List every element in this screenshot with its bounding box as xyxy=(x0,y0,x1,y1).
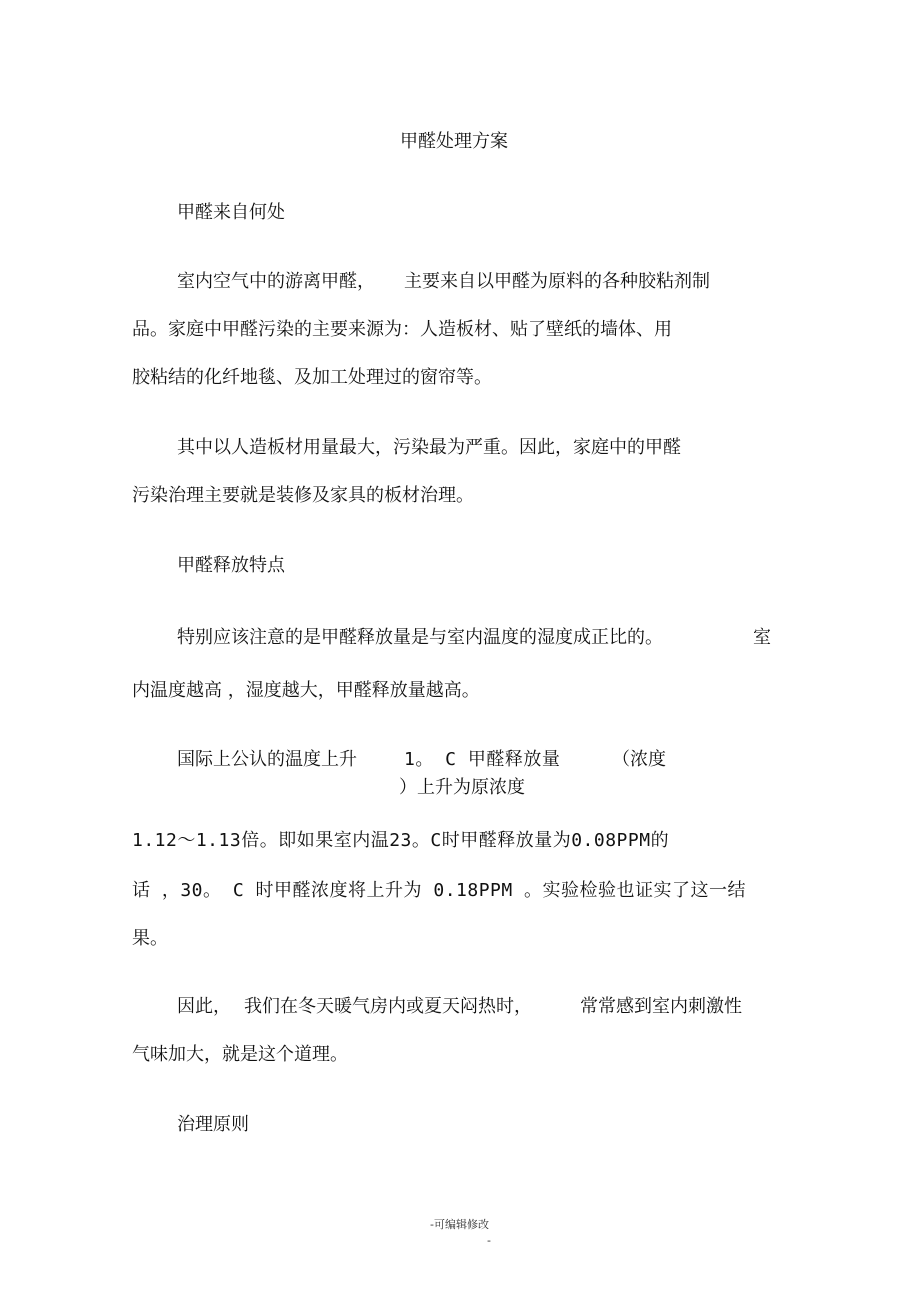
heading-release: 甲醛释放特点 xyxy=(177,555,285,576)
paragraph-line: 污染治理主要就是装修及家具的板材治理。 xyxy=(132,485,474,506)
paragraph-line: 内温度越高 ，湿度越大，甲醛释放量越高。 xyxy=(132,680,480,701)
paragraph-line: 其中以人造板材用量最大，污染最为严重。因此，家庭中的甲醛 xyxy=(177,437,681,458)
paragraph-line: 胶粘结的化纤地毯、及加工处理过的窗帘等。 xyxy=(132,367,492,388)
paragraph-line: 话 ，30。 C 时甲醛浓度将上升为 0.18PPM 。实验检验也证实了这一结 xyxy=(132,880,747,901)
heading-treatment: 治理原则 xyxy=(177,1114,249,1135)
paragraph-line: 常常感到室内刺激性 xyxy=(580,996,742,1017)
paragraph-line: 品。家庭中甲醛污染的主要来源为：人造板材、贴了壁纸的墙体、用 xyxy=(132,319,672,340)
paragraph-line: 气味加大，就是这个道理。 xyxy=(132,1044,348,1065)
paragraph-line: 1。 C 甲醛释放量 xyxy=(404,749,561,770)
paragraph-line: 室 xyxy=(753,627,771,648)
paragraph-line: 1.12～1.13倍。即如果室内温23。C时甲醛释放量为0.08PPM的 xyxy=(132,830,670,851)
paragraph-line: 我们在冬天暖气房内或夏天闷热时， xyxy=(244,996,532,1017)
paragraph-line: ）上升为原浓度 xyxy=(399,777,525,798)
page-title: 甲醛处理方案 xyxy=(400,131,508,152)
paragraph-line: （浓度 xyxy=(612,749,666,770)
footer-dash: - xyxy=(487,1234,491,1247)
paragraph-line: 特别应该注意的是甲醛释放量是与室内温度的湿度成正比的。 xyxy=(177,627,663,648)
paragraph-line: 果。 xyxy=(132,928,168,949)
paragraph-line: 主要来自以甲醛为原料的各种胶粘剂制 xyxy=(404,271,710,292)
paragraph-line: 国际上公认的温度上升 xyxy=(177,749,357,770)
paragraph-line: 室内空气中的游离甲醛， xyxy=(177,271,375,292)
heading-source: 甲醛来自何处 xyxy=(177,202,285,223)
footer-editable-note: -可编辑修改 xyxy=(430,1218,489,1231)
paragraph-line: 因此， xyxy=(177,996,231,1017)
